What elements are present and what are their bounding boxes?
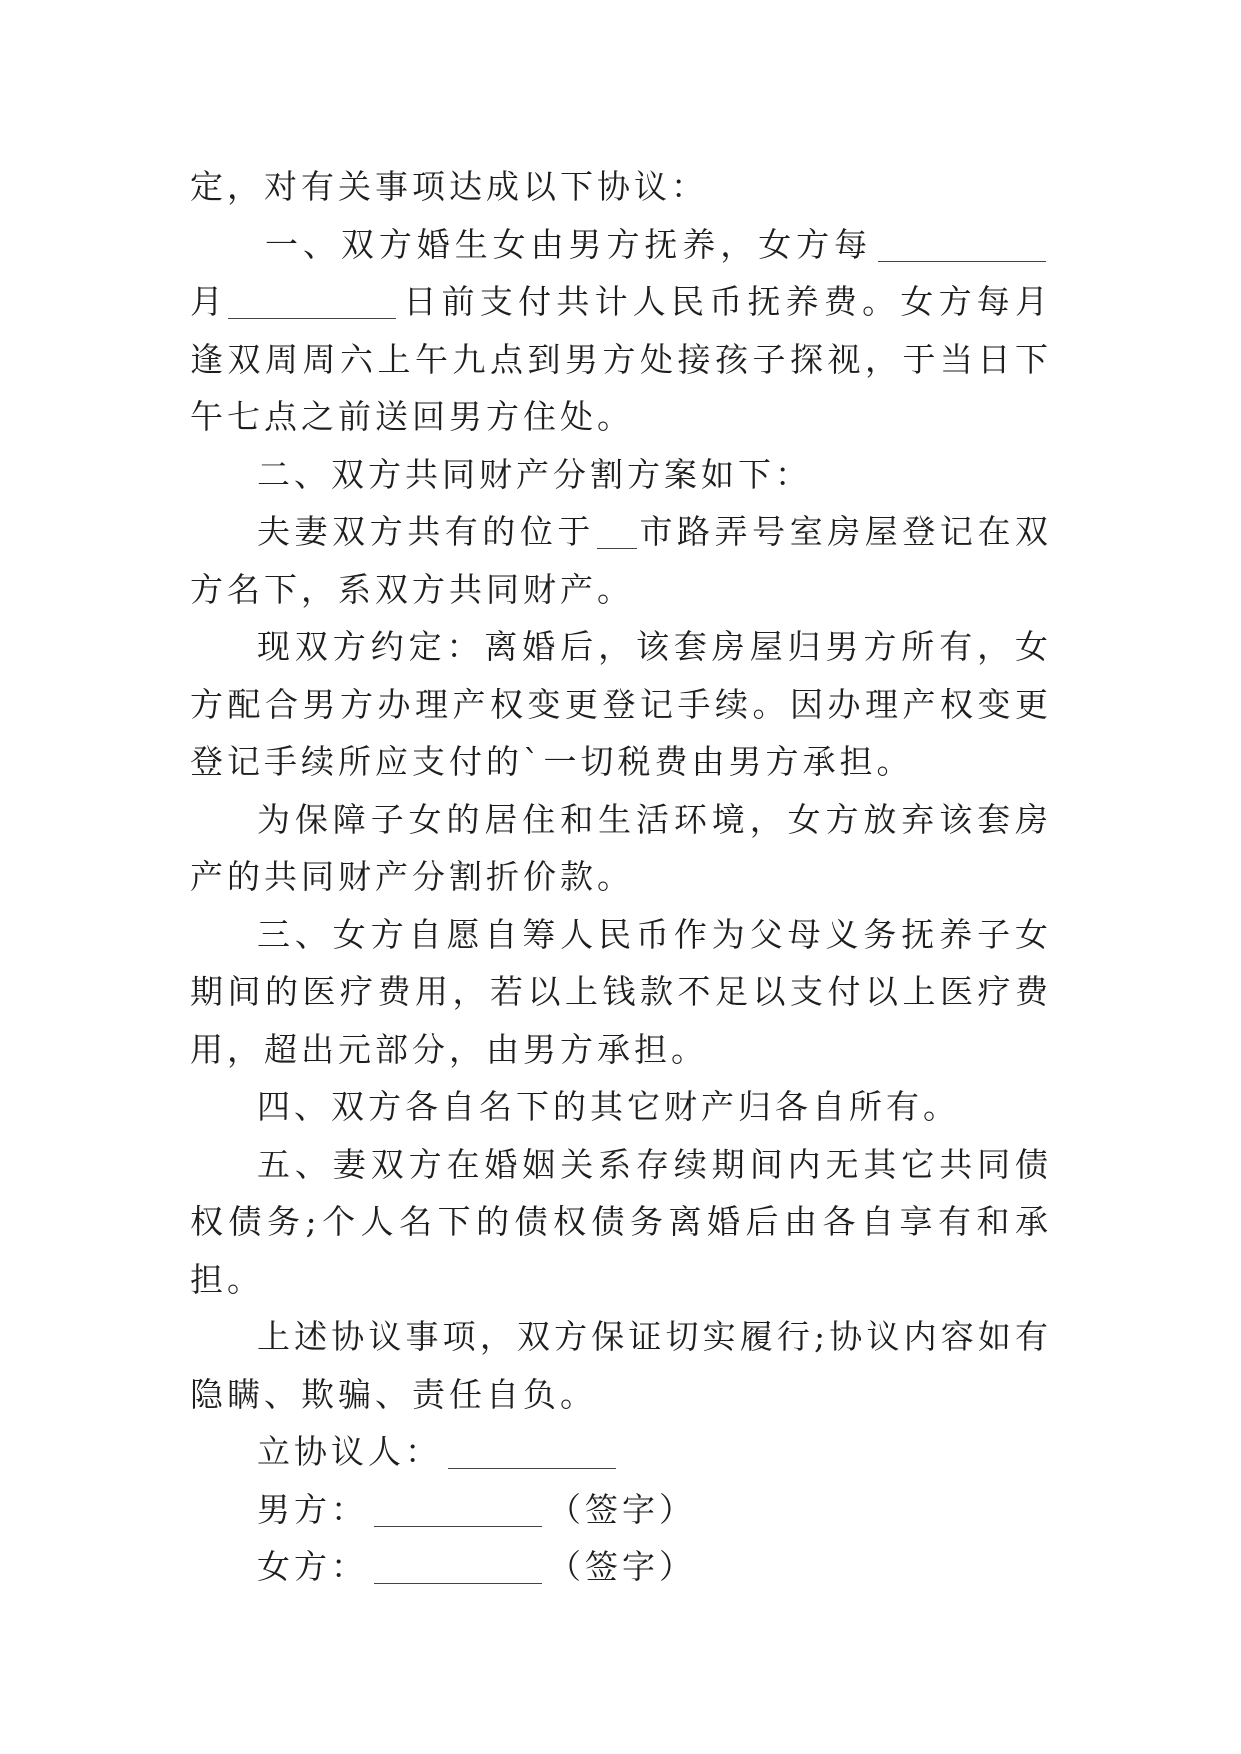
- paragraph-clause-2: 二、双方共同财产分割方案如下：: [257, 454, 812, 494]
- blank-field: [597, 516, 637, 549]
- male-label: 男方：: [257, 1489, 368, 1529]
- female-sign-suffix: （签字）: [548, 1547, 696, 1586]
- signature-blank: [374, 1494, 542, 1527]
- property-text-a: 夫妻双方共有的位于: [257, 512, 595, 551]
- paragraph-clause-1: [190, 216, 1052, 446]
- male-sign-suffix: （签字）: [548, 1489, 696, 1529]
- paragraph-property: [190, 503, 1052, 618]
- agreement-body: [190, 158, 1052, 1596]
- blank-field: [228, 286, 396, 319]
- clause-1-text-c: 日前支付共计人民币抚养费。女方每月逢双周周六上午九点到男方处接孩子探视，于当日下午七点之前送回男方住处。: [190, 282, 1053, 436]
- property-text-b: 市路弄号室房屋登记在双方名下，系双方共同财产。: [190, 512, 1053, 609]
- paragraph-clause-5: 五、妻双方在婚姻关系存续期间内无其它共同债权债务;个人名下的债权债务离婚后由各自享有和承担。: [190, 1144, 1052, 1299]
- paragraph-clause-4: 四、双方各自名下的其它财产归各自所有。: [257, 1087, 960, 1126]
- paragraph-agreement: 现双方约定：离婚后，该套房屋归男方所有，女方配合男方办理产权变更登记手续。因办理产权变更登记手续所应支付的`一切税费由男方承担。: [190, 627, 1052, 781]
- paragraph-waiver: 为保障子女的居住和生活环境，女方放弃该套房产的共同财产分割折价款。: [190, 799, 1052, 896]
- paragraph-clause-3: 三、女方自愿自筹人民币作为父母义务抚养子女期间的医疗费用，若以上钱款不足以支付以上医疗费用，超出元部分，由男方承担。: [190, 914, 1052, 1069]
- signature-female: [190, 1538, 1052, 1596]
- paragraph-commitment: 上述协议事项，双方保证切实履行;协议内容如有隐瞒、欺骗、责任自负。: [190, 1317, 1052, 1414]
- blank-field: [878, 229, 1046, 262]
- signature-blank: [448, 1436, 616, 1469]
- clause-1-text-a: 一、双方婚生女由男方抚养，女方每: [265, 224, 872, 264]
- signature-blank: [374, 1551, 542, 1584]
- female-label: 女方：: [257, 1547, 368, 1586]
- agreement-party-label: 立协议人：: [257, 1432, 442, 1471]
- signature-agreement-party: [190, 1423, 1052, 1481]
- clause-1-text-b: 月: [190, 282, 229, 321]
- signature-male: [190, 1481, 1052, 1539]
- paragraph-intro: 定，对有关事项达成以下协议：: [190, 167, 708, 206]
